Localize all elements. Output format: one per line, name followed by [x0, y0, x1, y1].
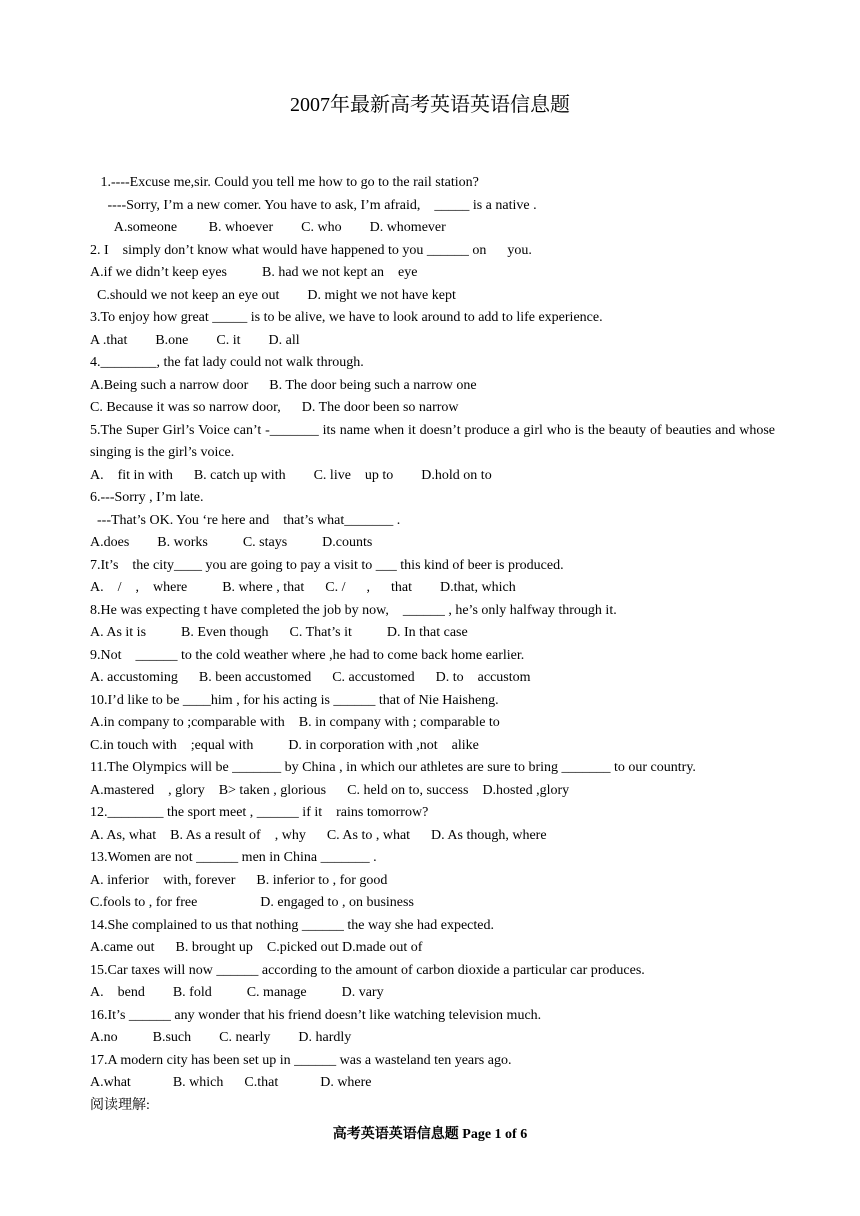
text-line: A.in company to ;comparable with B. in company with ; comparable to: [90, 715, 500, 730]
page-title: 2007年最新高考英语英语信息题: [290, 94, 570, 116]
text-line: 4.________, the fat lady could not walk through.: [90, 355, 364, 370]
text-line: A. As, what B. As a result of , why C. As to , what D. As though, where: [90, 827, 547, 843]
text-line: 11.The Olympics will be _______ by China , in which our athletes are sure to bring _______ to our country.: [90, 760, 696, 775]
text-line: 3.To enjoy how great _____ is to be alive, we have to look around to add to life experience.: [90, 310, 603, 325]
page-footer: 高考英语英语信息题 Page 1 of 6: [332, 1127, 528, 1142]
text-line: A. inferior with, forever B. inferior to , for good: [90, 872, 388, 888]
text-line: A .that B.one C. it D. all: [90, 332, 300, 348]
document-body: [90, 172, 775, 1117]
text-line: A.Being such a narrow door B. The door being such a narrow one: [90, 377, 477, 393]
text-line: A.no B.such C. nearly D. hardly: [90, 1030, 352, 1045]
text-line: 16.It’s ______ any wonder that his friend doesn’t like watching television much.: [90, 1007, 542, 1023]
text-line: A.came out B. brought up C.picked out D.made out of: [90, 940, 423, 955]
text-line: C.fools to , for free D. engaged to , on business: [90, 895, 414, 910]
text-line: C. Because it was so narrow door, D. The door been so narrow: [90, 400, 459, 415]
text-line: A. bend B. fold C. manage D. vary: [90, 985, 384, 1000]
text-line: A.mastered , glory B> taken , glorious C. held on to, success D.hosted ,glory: [90, 782, 570, 798]
text-line: ---That’s OK. You ‘re here and that’s what_______ .: [90, 512, 401, 528]
text-line: C.in touch with ;equal with D. in corporation with ,not alike: [90, 737, 479, 753]
text-line: 5.The Super Girl’s Voice can’t -_______ its name when it doesn’t produce a girl who is the beauty of beauties and whose singing is the girl’s voice.: [90, 422, 775, 460]
text-line: 2. I simply don’t know what would have happened to you ______ on you.: [90, 242, 532, 258]
text-line: 9.Not ______ to the cold weather where ,he had to come back home earlier.: [90, 647, 525, 663]
text-line: 14.She complained to us that nothing ______ the way she had expected.: [90, 917, 494, 933]
text-line: A. accustoming B. been accustomed C. accustomed D. to accustom: [90, 670, 531, 685]
text-line: 13.Women are not ______ men in China _______ .: [90, 850, 377, 865]
text-line: 15.Car taxes will now ______ according to the amount of carbon dioxide a particular car produces.: [90, 962, 645, 978]
text-line: A.what B. which C.that D. where: [90, 1075, 372, 1090]
text-line: 1.----Excuse me,sir. Could you tell me how to go to the rail station?: [90, 175, 479, 190]
text-line: A.if we didn’t keep eyes B. had we not kept an eye: [90, 265, 418, 280]
text-line: C.should we not keep an eye out D. might we not have kept: [90, 287, 456, 303]
text-line: 17.A modern city has been set up in ______ was a wasteland ten years ago.: [90, 1052, 512, 1068]
text-line: A.does B. works C. stays D.counts: [90, 535, 373, 550]
text-line: A. fit in with B. catch up with C. live up to D.hold on to: [90, 467, 492, 483]
section-heading: 阅读理解:: [90, 1097, 150, 1113]
text-line: A. As it is B. Even though C. That’s it D. In that case: [90, 625, 468, 640]
text-line: A.someone B. whoever C. who D. whomever: [90, 220, 446, 235]
text-line: A. / , where B. where , that C. / , that D.that, which: [90, 580, 516, 595]
text-line: 12.________ the sport meet , ______ if it rains tomorrow?: [90, 805, 429, 820]
text-line: ----Sorry, I’m a new comer. You have to ask, I’m afraid, _____ is a native .: [90, 197, 537, 213]
text-line: 7.It’s the city____ you are going to pay a visit to ___ this kind of beer is produced.: [90, 557, 564, 573]
text-line: 6.---Sorry , I’m late.: [90, 490, 204, 505]
text-line: 10.I’d like to be ____him , for his acting is ______ that of Nie Haisheng.: [90, 692, 499, 708]
text-line: 8.He was expecting t have completed the job by now, ______ , he’s only halfway through it.: [90, 602, 617, 618]
